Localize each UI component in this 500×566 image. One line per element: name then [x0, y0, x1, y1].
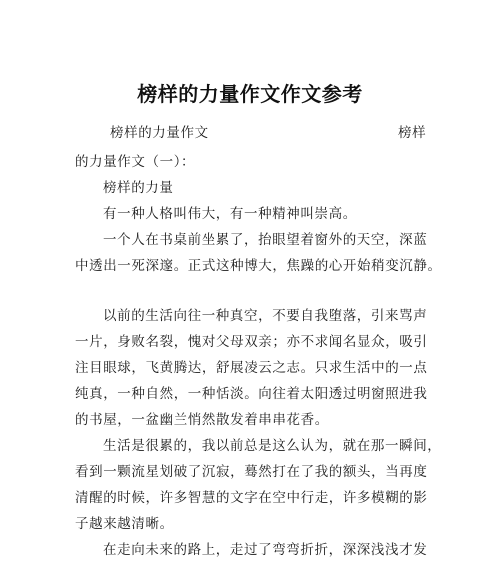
- paragraph-line: 中透出一死深邃。正式这种博大，焦躁的心开始稍变沉静。: [75, 258, 442, 274]
- paragraph-line: 生活是很累的，我以前总是这么认为，就在那一瞬间，: [103, 438, 442, 454]
- intro-part-3: 的力量作文（一）：: [75, 154, 196, 170]
- paragraph-line: 清醒的时候，许多智慧的文字在空中行走，许多模糊的影: [75, 490, 428, 506]
- intro-part-1: 榜样的力量作文: [110, 125, 209, 141]
- paragraph-line: 的书屋，一盆幽兰悄然散发着串串花香。: [75, 412, 329, 428]
- document-title: 榜样的力量作文作文参考: [137, 82, 363, 106]
- paragraph-line: 一片，身败名裂，愧对父母双亲；亦不求闻名显众，吸引: [75, 334, 428, 350]
- paragraph-line: 子越来越清晰。: [75, 516, 174, 532]
- paragraph-line: 看到一颗流星划破了沉寂，蓦然打在了我的额头，当再度: [75, 464, 428, 480]
- intro-part-2: 榜样: [398, 125, 427, 141]
- section-subtitle: 榜样的力量: [103, 180, 174, 196]
- paragraph-line: 以前的生活向往一种真空，不要自我堕落，引来骂声: [103, 308, 428, 324]
- paragraph-line: 在走向未来的路上，走过了弯弯折折，深深浅浅才发: [103, 542, 428, 558]
- paragraph-line: 有一种人格叫伟大，有一种精神叫崇高。: [103, 206, 357, 222]
- paragraph-line: 注目眼球，飞黄腾达，舒展凌云之志。只求生活中的一点: [75, 360, 428, 376]
- paragraph-line: 一个人在书桌前坐累了，抬眼望着窗外的天空，深蓝: [103, 232, 428, 248]
- paragraph-line: 纯真，一种自然，一种恬淡。向往着太阳透过明窗照进我: [75, 386, 428, 402]
